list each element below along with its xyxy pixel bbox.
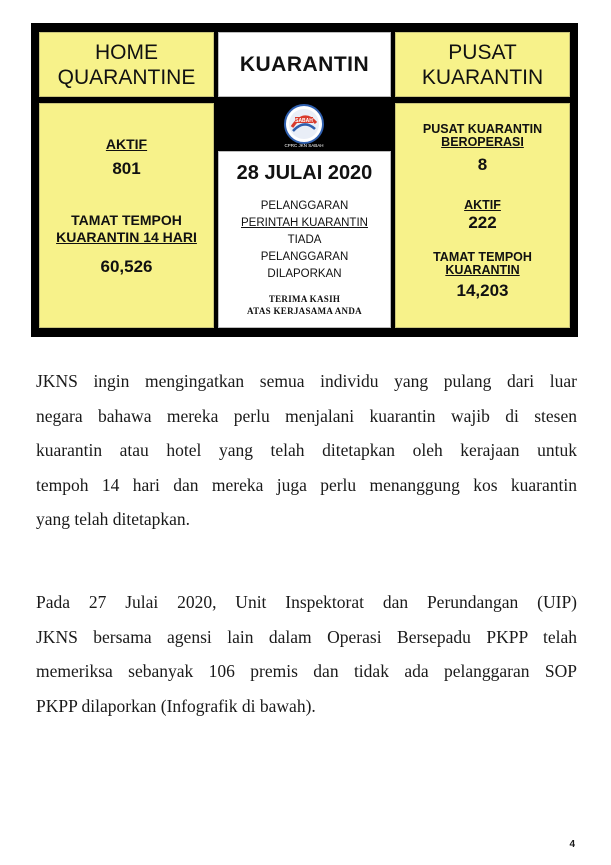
quarantine-infographic [31,23,578,337]
pusat-aktif-label: AKTIF [464,198,501,212]
thanks-line2: ATAS KERJASAMA ANDA [247,306,362,316]
para1-line5: yang telah ditetapkan. [36,509,191,529]
home-aktif-value: 801 [112,159,141,178]
pelanggaran-line2: PERINTAH KUARANTIN [241,217,368,229]
para2-line3: memeriksa sebanyak 106 premis dan tidak ada pelanggaran SOP [36,661,577,681]
home-tamat-label-line2: KUARANTIN 14 HARI [56,229,197,245]
kuarantin-panel [218,151,391,328]
para2-line1: Pada 27 Julai 2020, Unit Inspektorat dan Perundangan (UIP) [36,592,577,612]
cprc-sabah-logo [280,103,328,149]
pusat-beroperasi-label-line2: BEROPERASI [441,135,524,149]
para1-line2: negara bahawa mereka perlu menjalani kuarantin wajib di stesen [36,405,577,426]
para1-line3: kuarantin atau hotel yang telah ditetapkan oleh kerajaan untuk [36,440,577,460]
home-aktif-label: AKTIF [105,136,148,152]
pelanggaran-line3: TIADA [287,234,322,246]
para1-line1: JKNS ingin mengingatkan semua individu yang pulang dari luar [36,371,577,391]
paragraph-uip-inspection [36,585,577,723]
logo-text: SABAH [295,118,313,124]
kuarantin-title: KUARANTIN [239,53,370,76]
pusat-aktif-value: 222 [468,213,497,232]
para1-line4: tempoh 14 hari dan mereka juga perlu menanggung kos kuarantin [36,474,577,495]
pusat-kuarantin-title-line1: PUSAT [448,40,517,64]
pusat-tamat-value: 14,203 [456,281,509,300]
pusat-tamat-label-line2: KUARANTIN [445,263,520,277]
pelanggaran-line5: DILAPORKAN [267,268,342,280]
home-quarantine-header [39,32,214,97]
home-quarantine-title-line1: HOME [95,40,158,64]
pusat-kuarantin-title-line2: KUARANTIN [421,65,544,89]
kuarantin-header [218,32,391,97]
pelanggaran-line4: PELANGGARAN [260,251,349,263]
page-number: 4 [569,839,575,850]
pusat-beroperasi-label-line1: PUSAT KUARANTIN [422,122,543,136]
pusat-beroperasi-value: 8 [477,155,488,174]
report-date: 28 JULAI 2020 [236,162,373,184]
pusat-kuarantin-panel [395,103,570,328]
home-tamat-label-line1: TAMAT TEMPOH [71,212,182,228]
pusat-tamat-label-line1: TAMAT TEMPOH [433,250,532,264]
para2-line2: JKNS bersama agensi lain dalam Operasi Bersepadu PKPP telah [36,626,577,647]
pusat-kuarantin-header [395,32,570,97]
home-quarantine-title-line2: QUARANTINE [57,65,196,89]
home-tamat-value: 60,526 [100,257,153,276]
pelanggaran-line1: PELANGGARAN [260,200,349,212]
paragraph-return-travellers [36,364,577,537]
home-quarantine-panel [39,103,214,328]
para2-line4: PKPP dilaporkan (Infografik di bawah). [36,695,316,716]
thanks-line1: TERIMA KASIH [268,294,341,304]
logo-subtext: CPRC JKN SABAH [284,143,324,148]
